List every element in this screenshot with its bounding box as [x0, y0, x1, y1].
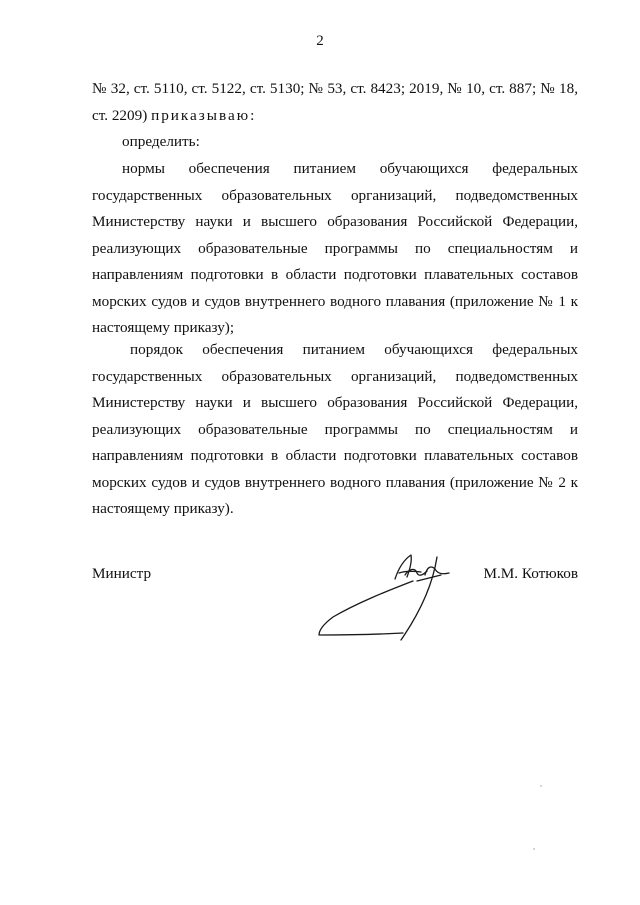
determine-text: определить:	[122, 133, 200, 150]
procedure-paragraph	[92, 337, 578, 523]
determine-line	[92, 129, 578, 156]
page-number: 2	[316, 33, 324, 49]
scan-speck	[540, 785, 542, 787]
norms-paragraph-text: нормы обеспечения питанием обучающихся федеральных государственных образовательных организаций, подведомственных Министерству науки и высшего образования Российской Федерации, реализующих образовательные программы по специальностям и направлениям подготовки в области подготовки плавательных составов морских судов и судов внутреннего водного плавания (приложение № 1 к настоящему приказу);	[92, 160, 578, 336]
legal-citation-text: № 32, ст. 5110, ст. 5122, ст. 5130; № 53, ст. 8423; 2019, № 10, ст. 887; № 18, ст. 2209)	[92, 80, 578, 124]
order-keyword: приказываю	[151, 106, 251, 124]
order-keyword-colon: :	[250, 106, 255, 124]
intro-paragraph	[92, 76, 578, 129]
norms-paragraph	[92, 156, 578, 342]
procedure-paragraph-text: порядок обеспечения питанием обучающихся федеральных государственных образовательных организаций, подведомственных Министерству науки и высшего образования Российской Федерации, реализующих образовательные программы по специальностям и направлениям подготовки в области подготовки плавательных составов морских судов и судов внутреннего водного плавания (приложение № 2 к настоящему приказу).	[92, 341, 578, 517]
signatory-role: Министр	[92, 565, 152, 582]
handwritten-signature	[313, 545, 463, 647]
scan-speck	[533, 848, 535, 850]
signatory-name: М.М. Котюков	[483, 565, 578, 582]
